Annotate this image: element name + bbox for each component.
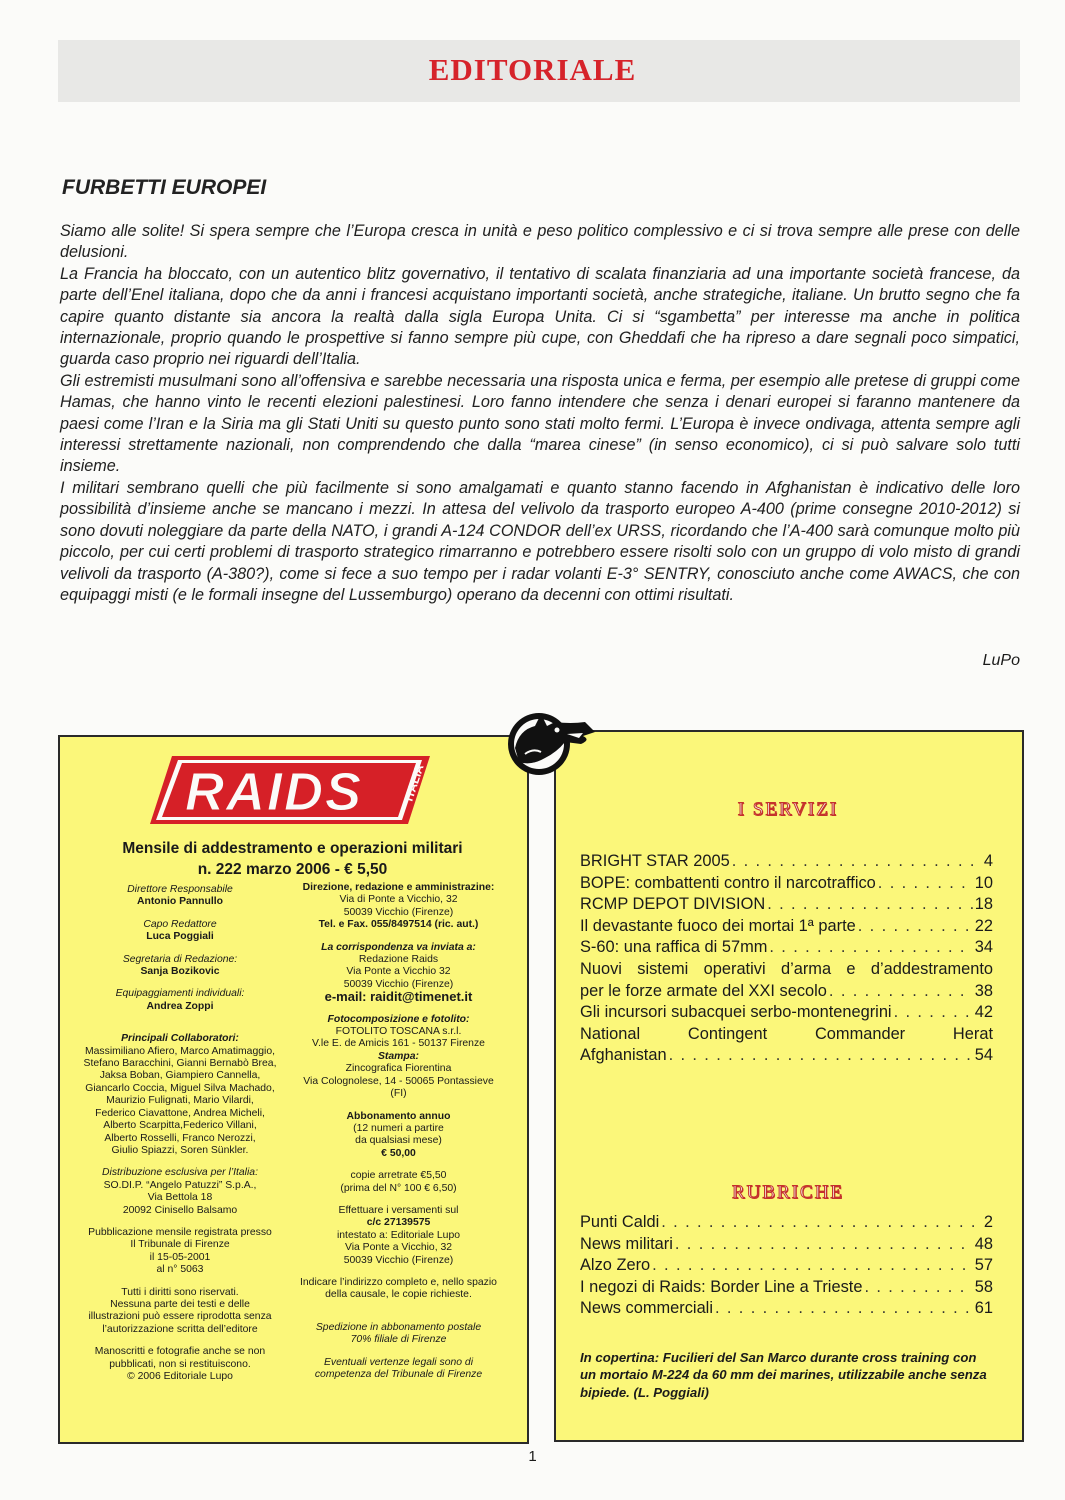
masthead-line: Pubblicazione mensile registrata presso [88, 1226, 272, 1238]
toc-entry-title: Alzo Zero [580, 1256, 651, 1275]
toc-entry-page: 57 [974, 1256, 993, 1275]
spacer [296, 1195, 501, 1205]
toc-entry-page: 34 [974, 938, 993, 957]
dot-leader [661, 1212, 982, 1234]
masthead-line: c/c 27139575 [366, 1217, 431, 1229]
masthead-line: V.le E. de Amicis 161 - 50137 Firenze [312, 1038, 485, 1050]
dot-leader [732, 851, 982, 873]
masthead-line: Abbonamento annuo [346, 1110, 451, 1122]
masthead-line: Nessuna parte dei testi e delle [110, 1298, 250, 1310]
masthead-line: competenza del Tribunale di Firenze [314, 1369, 483, 1380]
toc-entry [580, 873, 993, 895]
toc-entry [580, 916, 993, 938]
servizi-list [580, 851, 993, 1067]
spacer [70, 909, 290, 919]
dot-leader [858, 916, 973, 938]
masthead-line: Via Ponte a Vicchio, 32 [344, 1242, 453, 1254]
masthead-line: Tel. e Fax. 055/8497514 (ric. aut.) [318, 919, 479, 931]
article-paragraph: Siamo alle solite! Si spera sempre che l’Europa cresca in unità e peso politico complessivo e ci si trova sempre alle prese con delle delusioni. [60, 222, 1020, 262]
masthead-line: al n° 5063 [156, 1264, 204, 1276]
wolf-logo-icon [505, 708, 597, 778]
masthead-line: Manoscritti e fotografie anche se non [94, 1346, 266, 1358]
toc-entry-page: 42 [974, 1003, 993, 1022]
toc-entry-title: News commerciali [580, 1299, 713, 1318]
toc-entry [580, 1212, 993, 1234]
logo-text: RAIDS [184, 762, 364, 822]
masthead-line: Direzione, redazione e amministrazine: [302, 882, 495, 893]
masthead-line: Fotocomposizione e fotolito: [327, 1013, 470, 1025]
toc-entry-title: Afghanistan [580, 1046, 667, 1065]
toc-entry-title: National Contingent Commander Herat [580, 1024, 993, 1043]
dot-leader [864, 1277, 972, 1299]
masthead-line: La corrispondenza va inviata a: [321, 941, 476, 953]
masthead-line: Distribuzione esclusiva per l’Italia: [102, 1167, 258, 1179]
raids-logo [150, 752, 430, 828]
masthead-line: 50039 Vicchio (Firenze) [343, 906, 454, 918]
spacer [296, 1101, 501, 1111]
toc-entry [580, 1255, 993, 1277]
toc-entry-title: BRIGHT STAR 2005 [580, 852, 730, 870]
masthead-line: Il Tribunale di Firenze [130, 1239, 230, 1251]
toc-entry-title: Il devastante fuoco dei mortai 1ª parte [580, 916, 856, 935]
spacer [296, 1312, 501, 1322]
spacer [70, 978, 290, 988]
spacer [296, 1160, 501, 1170]
masthead-line: Effettuare i versamenti sul [338, 1204, 459, 1216]
masthead-line: Direttore Responsabile [127, 884, 233, 895]
dot-leader [675, 1234, 973, 1256]
masthead-line: Via Colognolese, 14 - 50065 Pontassieve (FI) [303, 1075, 494, 1100]
dot-leader [652, 1255, 973, 1277]
masthead-line: da qualsiasi mese) [355, 1135, 442, 1147]
toc-entry-page: 2 [983, 1213, 993, 1231]
masthead-line: e-mail: raidit@timenet.it [324, 989, 473, 1005]
toc-entry [580, 894, 993, 916]
dot-leader [767, 894, 973, 916]
masthead-line: Tutti i diritti sono riservati. [121, 1286, 239, 1298]
dot-leader [829, 981, 973, 1003]
toc-entry-title: Gli incursori subacquei serbo-montenegrini [580, 1003, 892, 1022]
dot-leader [878, 873, 973, 895]
masthead-line: Stampa: [378, 1050, 419, 1062]
article-paragraph: La Francia ha bloccato, con un autentico blitz governativo, il tentativo di scalata finanziaria ad una importante società francese, da parte dell’Enel italiana, dopo che da anni i francesi acquistano importanti società, anche strategiche, italiane. Un brutto segno che fa capire quanto distante sia ancora la realtà dalla sigla Europa Unita. Ci si “sgambetta” per interesse ma anche in politica internazionale, proprio quando le prospettive si fanno sempre più cupe, con Gheddafi che ha ripreso a dare segnali poco simpatici, guarda caso proprio nei riguardi dell’Italia. [60, 264, 1020, 369]
cover-caption: In copertina: Fucilieri del San Marco durante cross training con un mortaio M-224 da 60 mm dei marines, utilizzabile anche senza bipiede. (L. Poggiali) [580, 1350, 987, 1400]
magazine-subtitle: Mensile di addestramento e operazioni militari [122, 840, 463, 857]
masthead-line: Giulio Spiazzi, Soren Sünkler. [111, 1144, 249, 1156]
toc-entry [580, 1002, 993, 1024]
masthead-line: (12 numeri a partire [353, 1122, 444, 1134]
contents-box [554, 730, 1024, 1442]
masthead-line: Zincografica Fiorentina [345, 1063, 452, 1075]
masthead-line: Massimiliano Afiero, Marco Amatimaggio, [85, 1045, 275, 1057]
masthead-line: Alberto Rosselli, Franco Nerozzi, [104, 1132, 256, 1144]
logo-subtext: ITALIA [401, 762, 427, 803]
issue-info: n. 222 marzo 2006 - € 5,50 [197, 861, 388, 878]
masthead-info-column [296, 882, 501, 1381]
masthead-line: Federico Ciavattone, Andrea Micheli, [95, 1107, 265, 1119]
masthead-line: Alberto Scarpitta,Federico Villani, [103, 1120, 257, 1132]
toc-entry-title: per le forze armate del XXI secolo [580, 981, 827, 1000]
article-paragraph: Gli estremisti musulmani sono all’offensiva e sarebbe necessaria una risposta unica e ferma, per esempio alle pretese di gruppi come Hamas, che hanno vinto le recenti elezioni palestinesi. Loro fanno intendere che senza i denari europei si faranno mantenere da paesi come l’Iran e la Siria ma gli Stati Uniti su questo punto sono stati molto fermi. L’Europa è invece ondivaga, attenta sempre agli interessi strettamente nazionali, non comprendendo che dalla “marea cinese” (in senso economico), ci si può salvare solo tutti insieme. [60, 371, 1020, 476]
masthead-line: Maurizio Fulignati, Mario Vilardi, [106, 1095, 254, 1107]
masthead-staff-column [70, 884, 290, 1383]
dot-leader [669, 1045, 973, 1067]
rubriche-list [580, 1212, 993, 1320]
masthead-line: € 50,00 [381, 1147, 416, 1159]
masthead-line: Via di Ponte a Vicchio, 32 [339, 894, 458, 906]
toc-entry-page: 10 [974, 873, 993, 892]
toc-entry [580, 1234, 993, 1256]
toc-entry-title: News militari [580, 1234, 673, 1253]
masthead-line: Segretaria di Redazione: [122, 953, 238, 965]
article-paragraph: I militari sembrano quelli che più facilmente si sono amalgamati e quanto stanno facendo in Afghanistan è indicativo delle loro possibilità d’insieme anche se mancano i mezzi. In attesa del velivolo da trasporto europeo A-400 (prime consegne 2010-2012) si sono dovuti noleggiare da parte della NATO, i grandi A-124 CONDOR dell’ex URSS, ricordando che l’A-400 sarà comunque molto più piccolo, per cui certi problemi di trasporto strategico rimarranno e potrebbero essere risolti solo con un gruppo di volo misto di grandi velivoli da trasporto (A-380?), come si fece a suo tempo per i radar volanti E-3° SENTRY, conosciuto anche come AWACS, che con equipaggi misti (e le formali insegne del Lussemburgo) operano da decenni con ottimi risultati. [60, 478, 1020, 604]
page-number: 1 [528, 1448, 537, 1465]
toc-entry-page: 38 [974, 981, 993, 1000]
spacer [296, 1004, 501, 1014]
masthead-line: 50039 Vicchio (Firenze) [343, 978, 454, 990]
masthead-line: Equipaggiamenti individuali: [115, 988, 245, 1000]
spacer [70, 1277, 290, 1287]
masthead-line: Redazione Raids [358, 954, 439, 966]
masthead-line: Stefano Baracchini, Gianni Bernabò Brea, [83, 1058, 277, 1070]
toc-entry-title: S-60: una raffica di 57mm [580, 938, 768, 957]
toc-entry-title: BOPE: combattenti contro il narcotraffico [580, 873, 876, 892]
toc-entry-page: 61 [974, 1299, 993, 1318]
masthead-line: (prima del N° 100 € 6,50) [340, 1182, 457, 1194]
toc-entry-page: 54 [974, 1046, 993, 1065]
masthead-line: copie arretrate €5,50 [350, 1170, 447, 1182]
article-title: FURBETTI EUROPEI [62, 176, 267, 199]
masthead-line: 70% filiale di Firenze [350, 1334, 447, 1346]
spacer [70, 944, 290, 954]
masthead-line: Indicare l’indirizzo completo e, nello spazio [300, 1276, 497, 1288]
masthead-line: FOTOLITO TOSCANA s.r.l. [335, 1026, 462, 1038]
toc-entry [580, 1298, 993, 1320]
author-signature: LuPo [982, 652, 1020, 669]
spacer [70, 1217, 290, 1227]
masthead-line: Principali Collaboratori: [121, 1033, 239, 1045]
masthead-line: © 2006 Editoriale Lupo [127, 1371, 233, 1382]
spacer [296, 932, 501, 942]
masthead-line: Jaksa Boban, Giampiero Cannella, [99, 1070, 261, 1082]
masthead-line: intestato a: Editoriale Lupo [336, 1229, 461, 1241]
spacer [70, 1157, 290, 1167]
toc-entry-page: 48 [974, 1234, 993, 1253]
spacer [296, 1302, 501, 1312]
spacer [70, 1336, 290, 1346]
masthead-line: pubblicati, non si restituiscono. [109, 1358, 251, 1370]
toc-entry [580, 981, 993, 1003]
spacer [296, 1267, 501, 1277]
toc-entry-page: 4 [983, 852, 993, 870]
section-title: EDITORIALE [428, 52, 637, 87]
toc-entry [580, 1024, 993, 1046]
toc-entry [580, 1277, 993, 1299]
toc-entry [580, 1045, 993, 1067]
toc-entry [580, 937, 993, 959]
spacer [296, 1347, 501, 1357]
servizi-heading: I SERVIZI [737, 799, 839, 820]
masthead-line: Capo Redattore [143, 918, 217, 930]
spacer [70, 1023, 290, 1033]
toc-entry-title: RCMP DEPOT DIVISION [580, 895, 766, 914]
masthead-line: Via Ponte a Vicchio 32 [346, 966, 451, 978]
toc-entry-page: 58 [974, 1277, 993, 1296]
dot-leader [894, 1002, 973, 1024]
dot-leader [715, 1298, 973, 1320]
masthead-line: della causale, le copie richieste. [325, 1289, 472, 1301]
masthead-line: Giancarlo Coccia, Miguel Silva Machado, [85, 1082, 275, 1094]
masthead-line: SO.DI.P. “Angelo Patuzzi” S.p.A., [103, 1179, 257, 1191]
masthead-line: Antonio Pannullo [137, 896, 223, 908]
masthead-line: Spedizione in abbonamento postale [315, 1321, 482, 1333]
masthead-line: illustrazioni può essere riprodotta senza [88, 1311, 272, 1323]
masthead-line: l’autorizzazione scritta dell’editore [102, 1323, 258, 1335]
masthead-line: 50039 Vicchio (Firenze) [343, 1254, 454, 1266]
masthead-line: Eventuali vertenze legali sono di [323, 1356, 474, 1368]
rubriche-heading: RUBRICHE [731, 1182, 845, 1203]
masthead-line: Via Bettola 18 [147, 1192, 213, 1204]
masthead-line: Sanja Bozikovic [140, 966, 220, 978]
toc-entry-page: 18 [974, 895, 993, 914]
article-body [60, 221, 1020, 606]
dot-leader [769, 937, 972, 959]
toc-entry-title: I negozi di Raids: Border Line a Trieste [580, 1277, 863, 1296]
toc-entry-title: Nuovi sistemi operativi d’arma e d’addestramento [580, 959, 993, 978]
spacer [70, 1013, 290, 1023]
toc-entry-title: Punti Caldi [580, 1213, 660, 1231]
toc-entry [580, 959, 993, 981]
toc-entry [580, 851, 993, 873]
masthead-line: Andrea Zoppi [146, 1000, 214, 1012]
masthead-line: 20092 Cinisello Balsamo [122, 1204, 238, 1216]
masthead-line: Luca Poggiali [146, 931, 214, 943]
masthead-line: il 15-05-2001 [149, 1251, 211, 1263]
toc-entry-page: 22 [974, 916, 993, 935]
